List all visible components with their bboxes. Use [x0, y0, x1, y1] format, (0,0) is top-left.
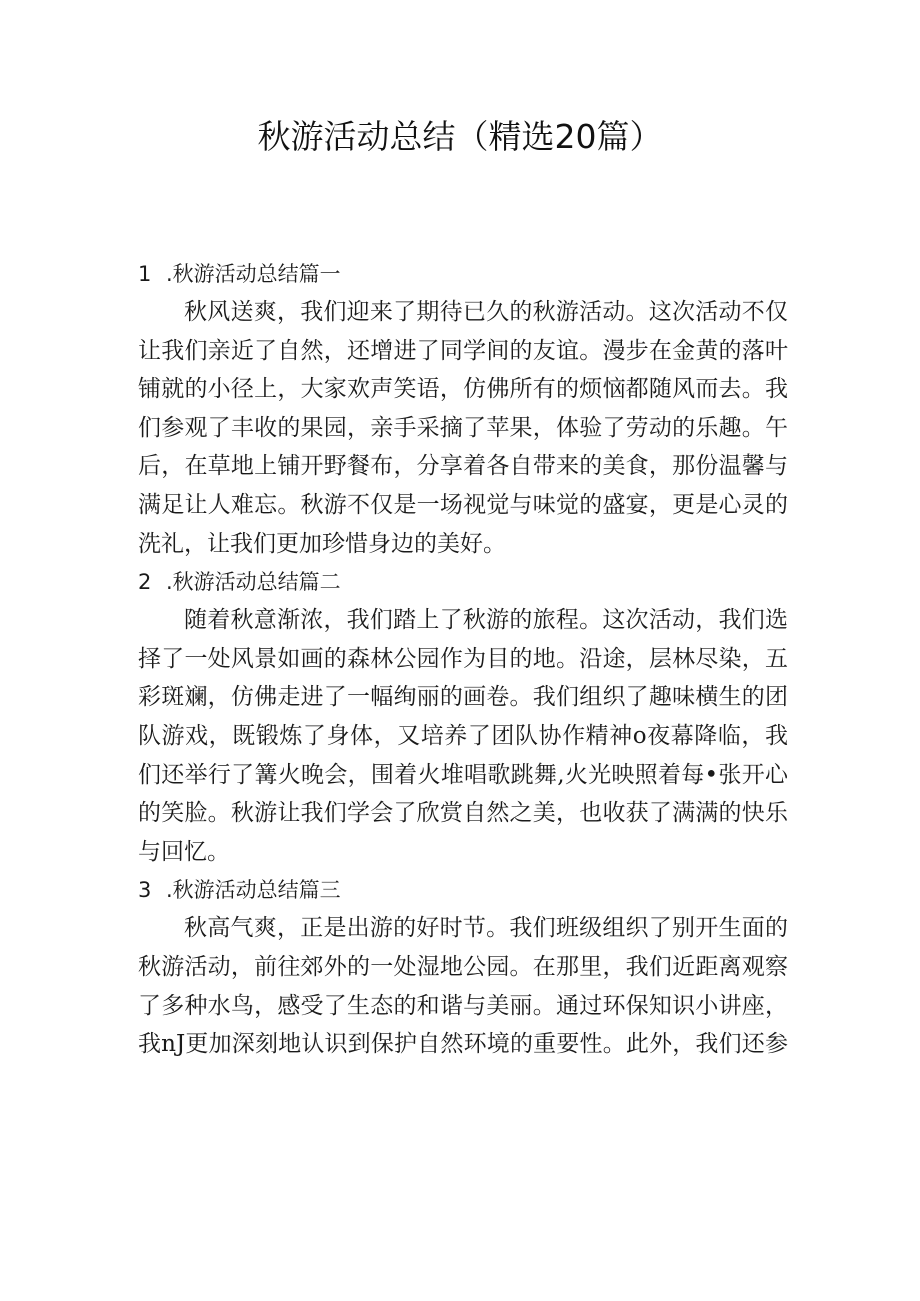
paragraph-line: 洗礼，让我们更加珍惜身边的美好。 [138, 530, 506, 557]
paragraph-line: 们参观了丰收的果园，亲手采摘了苹果，体验了劳动的乐趣。午 [138, 414, 788, 441]
paragraph-line: 队游戏，既锻炼了身体，又培养了团队协作精神o夜幕降临，我 [138, 722, 788, 749]
paragraph-line: 秋高气爽，正是出游的好时节。我们班级组织了别开生面的 [184, 915, 788, 942]
section-heading [138, 563, 788, 601]
section-number: 2 [138, 570, 152, 595]
paragraph-line: 们还举行了篝火晚会，围着火堆唱歌跳舞,火光映照着每•张开心 [138, 761, 788, 788]
paragraph-line: 秋游活动，前往郊外的一处湿地公园。在那里，我们近距离观察 [138, 953, 788, 980]
paragraph-line: 让我们亲近了自然，还增进了同学间的友谊。漫步在金黄的落叶 [138, 337, 788, 364]
section-heading [138, 871, 788, 909]
paragraph-line: 我nJ更加深刻地认识到保护自然环境的重要性。此外，我们还参 [138, 1031, 788, 1058]
section-heading-text: .秋游活动总结篇一 [166, 262, 341, 286]
paragraph-line: 后，在草地上铺开野餐布，分享着各自带来的美食，那份温馨与 [138, 453, 788, 480]
section-heading-text: .秋游活动总结篇二 [166, 570, 341, 595]
section-number: 3 [138, 878, 152, 903]
section-2 [138, 563, 788, 871]
paragraph-line: 了多种水鸟，感受了生态的和谐与美丽。通过环保知识小讲座， [138, 992, 788, 1019]
section-1 [138, 255, 788, 563]
section-heading [138, 255, 788, 293]
paragraph-line: 随着秋意渐浓，我们踏上了秋游的旅程。这次活动，我们选 [184, 607, 788, 634]
paragraph-line: 铺就的小径上，大家欢声笑语，仿佛所有的烦恼都随风而去。我 [138, 376, 788, 403]
section-3 [138, 871, 788, 1063]
section-paragraph [138, 293, 788, 563]
document-title: 秋游活动总结（精选20篇） [257, 117, 663, 156]
paragraph-line: 的笑脸。秋游让我们学会了欣赏自然之美，也收获了满满的快乐 [138, 800, 788, 827]
paragraph-line: 秋风送爽，我们迎来了期待已久的秋游活动。这次活动不仅 [184, 299, 788, 325]
paragraph-line: 满足让人难忘。秋游不仅是一场视觉与味觉的盛宴，更是心灵的 [138, 491, 788, 518]
section-paragraph [138, 909, 788, 1063]
paragraph-line: 彩斑斓，仿佛走进了一幅绚丽的画卷。我们组织了趣味横生的团 [138, 684, 788, 711]
section-heading-text: .秋游活动总结篇三 [166, 878, 341, 903]
section-number: 1 [138, 262, 152, 286]
paragraph-line: 与回忆。 [138, 838, 230, 865]
document-body [138, 255, 788, 1064]
section-paragraph [138, 601, 788, 871]
paragraph-line: 择了一处风景如画的森林公园作为目的地。沿途，层林尽染，五 [138, 645, 788, 672]
